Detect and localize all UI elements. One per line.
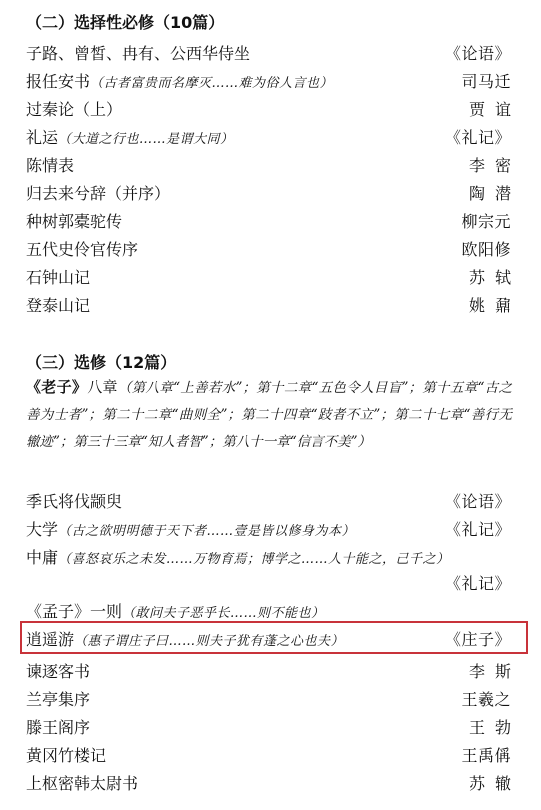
highlighted-item [26,624,511,652]
list-item [26,290,521,318]
laozi-count: 八章 [87,378,118,396]
item-author: 《论语》 [444,43,511,63]
laozi-paragraph [26,374,512,456]
list-item [26,596,511,624]
item-title: 过秦论（上） [26,99,123,119]
item-author: 王羲之 [461,689,511,709]
item-title: 五代史伶官传序 [26,239,139,259]
item-title: 大学 [26,519,59,539]
item-author: 贾谊 [468,99,521,119]
section-3-header: （三）选修（12篇） [26,353,177,372]
item-author: 李密 [468,155,521,175]
list-item [26,122,511,150]
list-item [26,486,511,514]
list-item [26,150,521,178]
item-note: （古之欲明明德于天下者……壹是皆以修身为本） [58,523,356,539]
list-item [26,542,511,570]
section-2-header: （二）选择性必修（10篇） [26,13,225,32]
item-author: 《礼记》 [444,127,511,147]
item-author: 欧阳修 [461,239,511,259]
item-author: 王勃 [468,717,521,737]
item-author: 司马迁 [461,71,511,91]
item-author: 陶潜 [468,183,521,203]
item-author: 《庄子》 [444,629,511,649]
item-author: 《礼记》 [444,573,511,593]
list-item [26,768,521,796]
item-title: 登泰山记 [26,295,91,315]
item-title: 季氏将伐颛臾 [26,491,123,511]
item-author: 王禹偁 [461,745,511,765]
list-item [26,656,521,684]
list-item [26,234,511,262]
item-title: 种树郭橐驼传 [26,211,123,231]
item-title: 陈情表 [26,155,75,175]
list-item [26,712,521,740]
item-title: 《孟子》一则 [26,601,123,621]
item-title: 兰亭集序 [26,689,91,709]
item-author: 李斯 [468,661,521,681]
item-title: 谏逐客书 [26,661,91,681]
item-title: 石钟山记 [26,267,91,287]
item-title: 子路、曾皙、冉有、公西华侍坐 [26,43,251,63]
list-item [26,262,521,290]
list-item [26,206,511,234]
item-title: 上枢密韩太尉书 [26,773,139,793]
item-author: 苏辙 [468,773,521,793]
item-author: 柳宗元 [461,211,511,231]
item-title: 礼运 [26,127,59,147]
item-note: （大道之行也……是谓大同） [58,131,234,147]
list-item [26,684,511,712]
item-author: 姚鼐 [468,295,521,315]
item-note: （喜怒哀乐之未发……万物育焉；博学之……人十能之，己千之） [58,551,450,567]
item-note: （敢问夫子恶乎长……则不能也） [122,605,325,621]
item-title: 逍遥游 [26,629,75,649]
list-item [26,66,511,94]
item-author: 苏轼 [468,267,521,287]
list-item [26,568,511,596]
item-author: 《论语》 [444,491,511,511]
item-note: （古者富贵而名摩灭……难为俗人言也） [90,75,334,91]
list-item [26,740,511,768]
list-item [26,178,521,206]
item-title: 报任安书 [26,71,91,91]
item-title: 滕王阁序 [26,717,91,737]
list-item [26,38,511,66]
laozi-title: 《老子》 [26,378,88,396]
item-title: 中庸 [26,547,59,567]
item-title: 归去来兮辞（并序） [26,183,171,203]
item-author: 《礼记》 [444,519,511,539]
laozi-chapters: （第八章“上善若水”；第十二章“五色令人目盲”；第十五章“古之善为士者”；第二十二章“曲则全”；第二十四章“跂者不立”；第二十七章“善行无辙迹”；第三十三章“知人者智”；第八十一章“信言不美”） [26,380,512,450]
item-note: （惠子谓庄子曰……则夫子犹有蓬之心也夫） [74,633,345,649]
list-item [26,514,511,542]
list-item [26,94,521,122]
item-title: 黄冈竹楼记 [26,745,107,765]
